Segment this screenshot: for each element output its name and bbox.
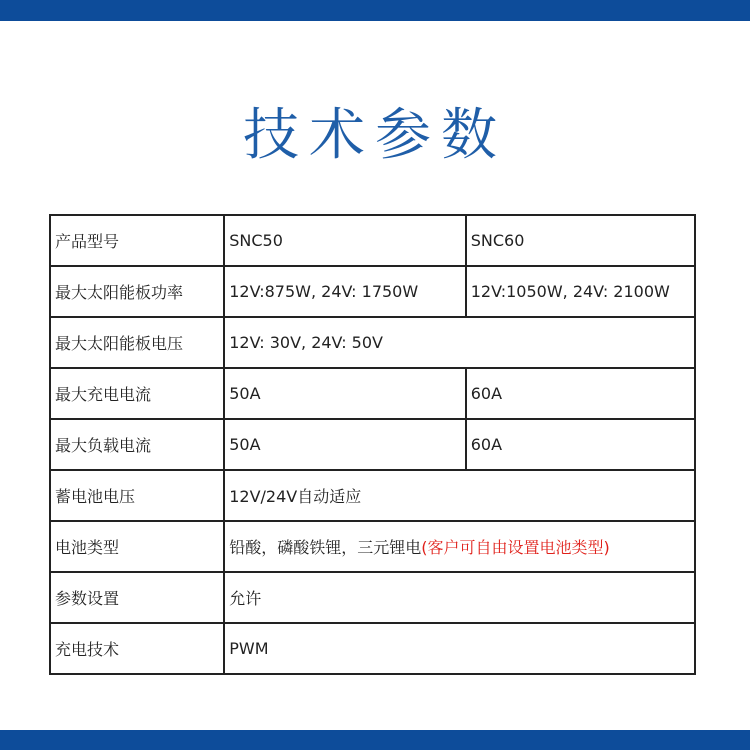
table-row [50,215,695,266]
battery-types-text: 铅酸，磷酸铁锂，三元锂电 [229,538,422,557]
table-row [50,623,695,674]
page-title: 技术参数 [243,103,507,168]
row-label: 充电技术 [50,623,224,674]
cell-value: PWM [224,623,695,674]
cell-snc50: 12V:875W, 24V: 1750W [224,266,465,317]
cell-snc60: 60A [466,419,695,470]
row-label: 最大负载电流 [50,419,224,470]
table-row [50,266,695,317]
cell-snc60: SNC60 [466,215,695,266]
cell-snc60: 60A [466,368,695,419]
row-label: 最大充电电流 [50,368,224,419]
cell-snc50: 50A [224,419,465,470]
cell-value: 12V: 30V, 24V: 50V [224,317,695,368]
row-label: 最大太阳能板电压 [50,317,224,368]
cell-snc50: 50A [224,368,465,419]
top-accent-bar [0,0,750,21]
row-label: 产品型号 [50,215,224,266]
table-row [50,419,695,470]
bottom-accent-bar [0,730,750,750]
row-label: 蓄电池电压 [50,470,224,521]
table-row [50,572,695,623]
battery-types-note: (客户可自由设置电池类型) [421,538,610,557]
table-row [50,521,695,572]
table-row [50,470,695,521]
spec-table [49,214,696,675]
table-row [50,317,695,368]
cell-snc60: 12V:1050W, 24V: 2100W [466,266,695,317]
row-label: 参数设置 [50,572,224,623]
cell-snc50: SNC50 [224,215,465,266]
row-label: 电池类型 [50,521,224,572]
cell-value [224,521,695,572]
cell-value: 12V/24V自动适应 [224,470,695,521]
row-label: 最大太阳能板功率 [50,266,224,317]
cell-value: 允许 [224,572,695,623]
table-row [50,368,695,419]
